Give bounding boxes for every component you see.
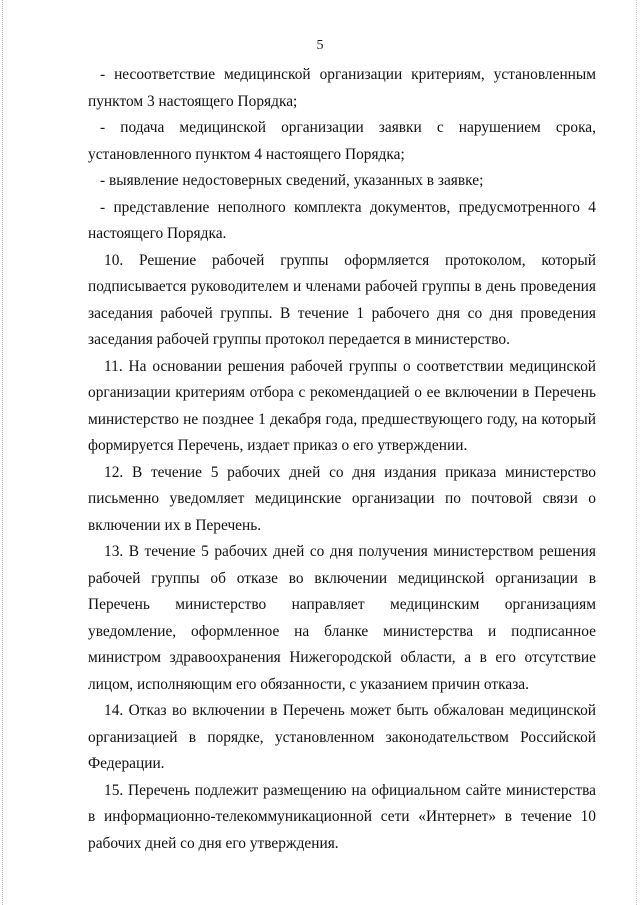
clause-12: 12. В течение 5 рабочих дней со дня издания приказа министерство письменно уведомляет медицинские организации по почтовой связи о включении их в Перечень. [88, 463, 596, 534]
clause-15: 15. Перечень подлежит размещению на официальном сайте министерства в информационно-телекоммуникационной сети «Интернет» в течение 10 рабочих дней со дня его утверждения. [88, 781, 596, 852]
document-body [88, 62, 596, 857]
clause-10: 10. Решение рабочей группы оформляется протоколом, который подписывается руководителем и членами рабочей группы в день проведения заседания рабочей группы. В течение 1 рабочего дня со дня проведения заседания рабочей группы протокол передается в министерство. [88, 251, 596, 348]
scan-left-edge [2, 0, 3, 905]
clause-14: 14. Отказ во включении в Перечень может быть обжалован медицинской организацией в порядке, установленном законодательством Российской Федерации. [88, 702, 596, 772]
scan-right-edge [636, 0, 637, 905]
list-item-incomplete-documents: - представление неполного комплекта документов, предусмотренного 4 настоящего Порядка. [88, 198, 596, 242]
list-item-late-application: - подача медицинской организации заявки с нарушением срока, установленного пунктом 4 настоящего Порядка; [88, 119, 596, 163]
clause-11: 11. На основании решения рабочей группы о соответствии медицинской организации критериям отбора с рекомендацией о ее включении в Перечень министерство не позднее 1 декабря года, предшествующего году, на который формируется Перечень, издает приказ о его утверждении. [88, 357, 596, 454]
clause-13: 13. В течение 5 рабочих дней со дня получения министерством решения рабочей группы об отказе во включении медицинской организации в Перечень министерство направляет медицинским организациям уведомление, оформленное на бланке министерства и подписанное министром здравоохранения Нижегородской области, а в его отсутствие лицом, исполняющим его обязанности, с указанием причин отказа. [88, 543, 596, 693]
list-item-false-information: - выявление недостоверных сведений, указанных в заявке; [100, 172, 484, 189]
page-number: 5 [316, 38, 324, 53]
list-item-criteria-mismatch: - несоответствие медицинской организации критериям, установленным пунктом 3 настоящего Порядка; [88, 66, 596, 110]
